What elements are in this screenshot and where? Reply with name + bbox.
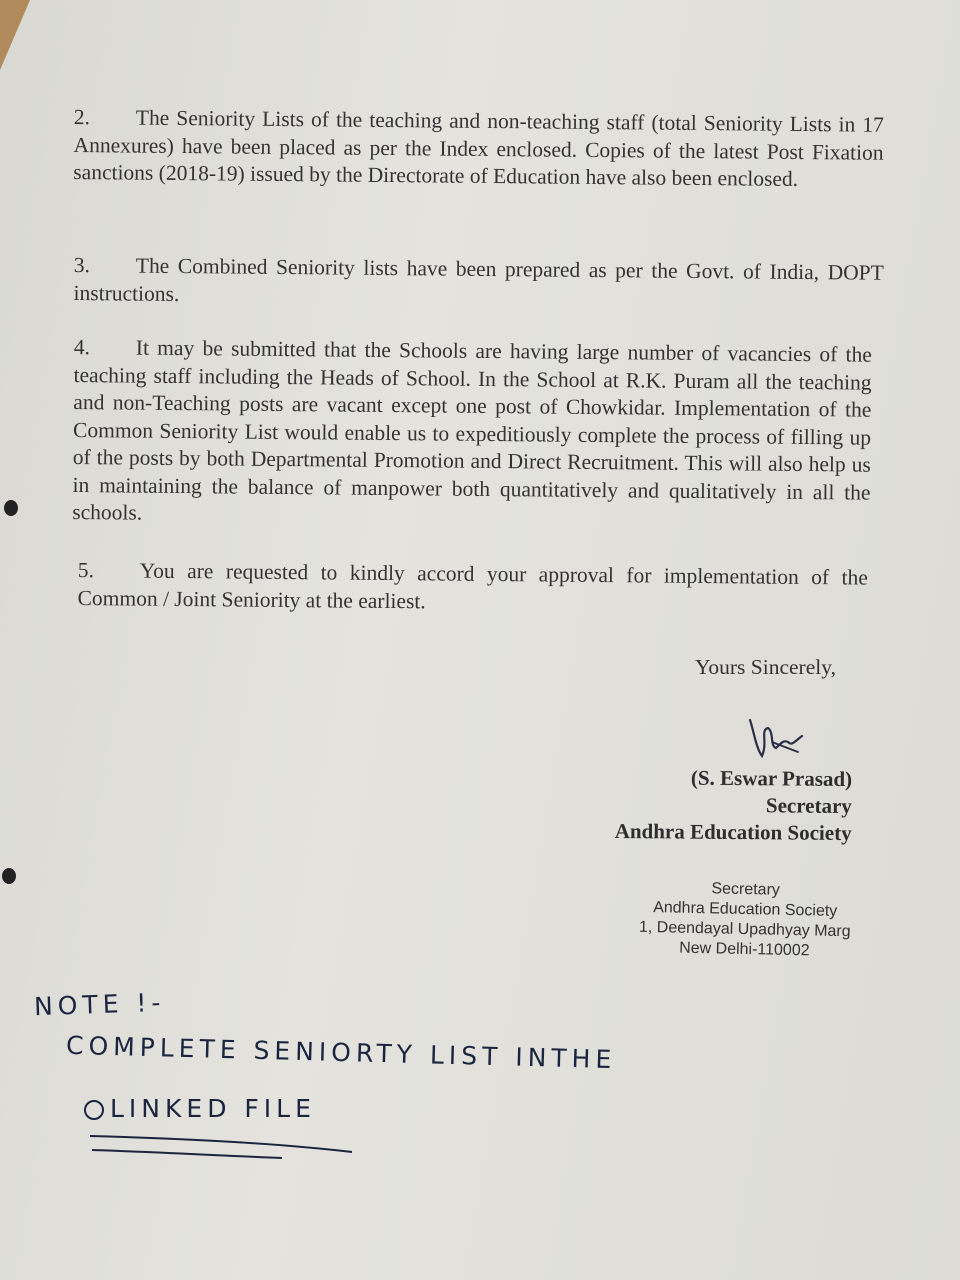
paragraph-number: 3. xyxy=(73,252,91,278)
handwritten-note-line: COMPLETE SENIORTY LIST INTHE xyxy=(65,1030,617,1075)
paragraph-2 xyxy=(73,104,884,194)
signatory-block xyxy=(615,764,853,847)
signatory-organization: Andhra Education Society xyxy=(614,818,852,846)
paragraph-4 xyxy=(72,334,872,534)
handwritten-note-text: LINKED FILE xyxy=(110,1094,316,1123)
punch-hole xyxy=(4,500,18,516)
stamp-line: Andhra Education Society xyxy=(652,899,838,920)
paragraph-3 xyxy=(73,252,883,315)
handwritten-note-title: NOTE !- xyxy=(33,987,166,1022)
paragraph-number: 5. xyxy=(77,557,95,583)
signatory-title: Secretary xyxy=(765,793,853,819)
circle-icon xyxy=(84,1100,104,1120)
paragraph-text: The Seniority Lists of the teaching and non-teaching staff (total Seniority Lists in 17 Annexures) have been placed as per the Index enclosed. Copies of the latest Post Fixation sanctions (2018-19) issued by the Directorate of Education have also been enclosed. xyxy=(73,105,884,191)
address-stamp xyxy=(619,877,871,962)
closing-salutation: Yours Sincerely, xyxy=(695,655,836,679)
stamp-line: 1, Deendayal Upadhyay Marg xyxy=(638,918,851,941)
signatory-name: (S. Eswar Prasad) xyxy=(690,765,853,792)
paragraph-text: It may be submitted that the Schools are having large number of vacancies of the teaching staff including the Heads of School. In the School at R.K. Puram all the teaching and non-Teaching posts are vacant except one post of Chowkidar. Implementation of the Common Seniority List would enable us to expeditiously complete the process of filling up of the posts by both Departmental Promotion and Direct Recruitment. This will also help us in maintaining the balance of manpower both quantitatively and qualitatively in all the schools. xyxy=(72,335,872,525)
paragraph-text: You are requested to kindly accord your approval for implementation of the Common / Joint Seniority at the earliest. xyxy=(77,558,868,613)
handwritten-signature xyxy=(742,712,812,772)
stamp-line: Secretary xyxy=(711,880,781,899)
handwritten-underline xyxy=(86,1130,356,1160)
handwritten-note-line xyxy=(84,1094,316,1123)
paragraph-5 xyxy=(77,557,867,620)
stamp-line: New Delhi-110002 xyxy=(678,939,810,960)
paragraph-number: 2. xyxy=(73,104,91,130)
punch-hole xyxy=(2,868,16,884)
paragraph-number: 4. xyxy=(73,334,91,360)
paragraph-text: The Combined Seniority lists have been prepared as per the Govt. of India, DOPT instructions. xyxy=(73,253,884,306)
